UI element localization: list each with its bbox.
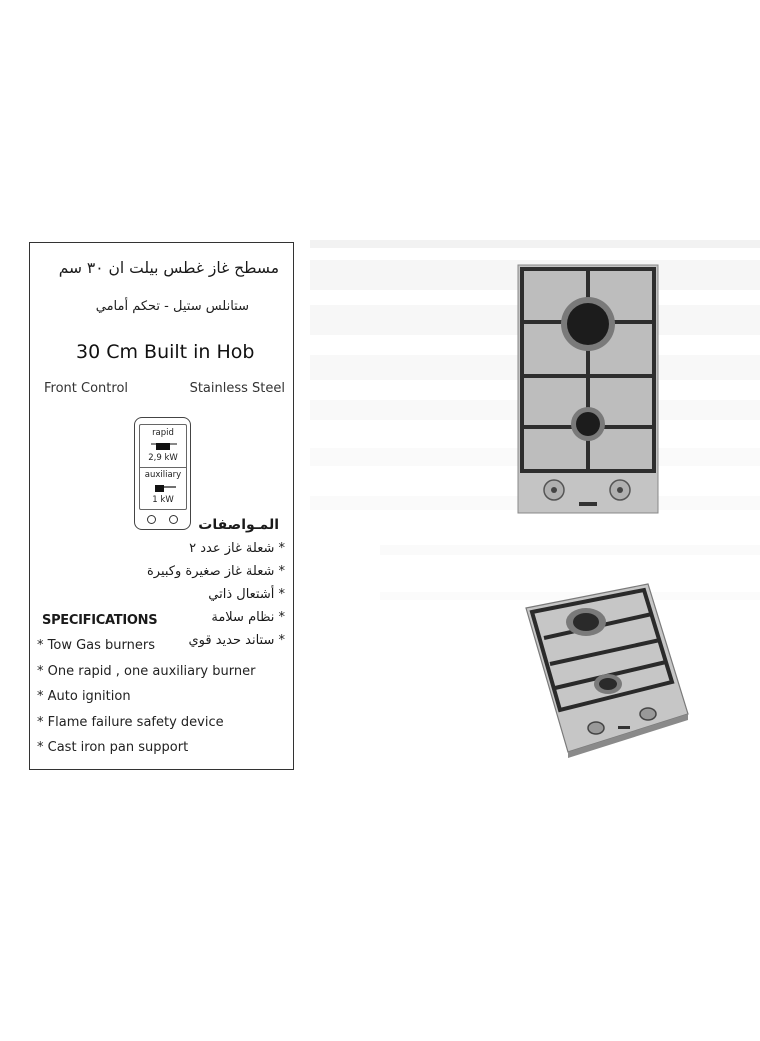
hob-perspective-image <box>522 580 692 758</box>
arabic-subtitle: ستانلس ستيل - تحكم أمامي <box>95 299 249 314</box>
spec-item: * Cast iron pan support <box>37 740 189 755</box>
arabic-title: مسطح غاز غطس بيلت ان ٣٠ سم <box>58 259 279 277</box>
spec-panel <box>29 242 294 770</box>
burner-diagram <box>134 417 191 530</box>
spec-item: * One rapid , one auxiliary burner <box>37 664 256 679</box>
spec-item: * Flame failure safety device <box>37 715 224 730</box>
front-control-label: Front Control <box>44 381 129 396</box>
rapid-power: 2,9 kW <box>148 453 178 463</box>
knob-dot-left <box>147 515 156 524</box>
arabic-spec-item: * أشتعال ذاتي <box>208 587 285 602</box>
arabic-spec-item: * شعلة غاز صغيرة وكبيرة <box>146 564 285 579</box>
rapid-label: rapid <box>152 428 174 438</box>
rapid-pot-icon <box>151 441 177 451</box>
spec-item: * Auto ignition <box>37 689 131 704</box>
auxiliary-label: auxiliary <box>144 470 182 480</box>
knob-dot-right <box>169 515 178 524</box>
arabic-spec-item: * ستاند حديد قوي <box>188 633 285 648</box>
hob-top-view-image <box>517 264 659 514</box>
burner-divider <box>140 467 186 468</box>
specifications-heading: SPECIFICATIONS <box>42 613 158 628</box>
auxiliary-power: 1 kW <box>152 495 174 505</box>
arabic-spec-item: * شعلة غاز عدد ٢ <box>189 541 285 556</box>
arabic-spec-item: * نظام سلامة <box>211 610 285 625</box>
auxiliary-pan-icon <box>152 483 176 493</box>
arabic-spec-heading: المـواصفات <box>198 517 279 533</box>
stainless-steel-label: Stainless Steel <box>189 381 285 396</box>
spec-item: * Tow Gas burners <box>37 638 155 653</box>
burner-diagram-frame <box>139 424 187 510</box>
english-title: 30 Cm Built in Hob <box>76 341 255 363</box>
